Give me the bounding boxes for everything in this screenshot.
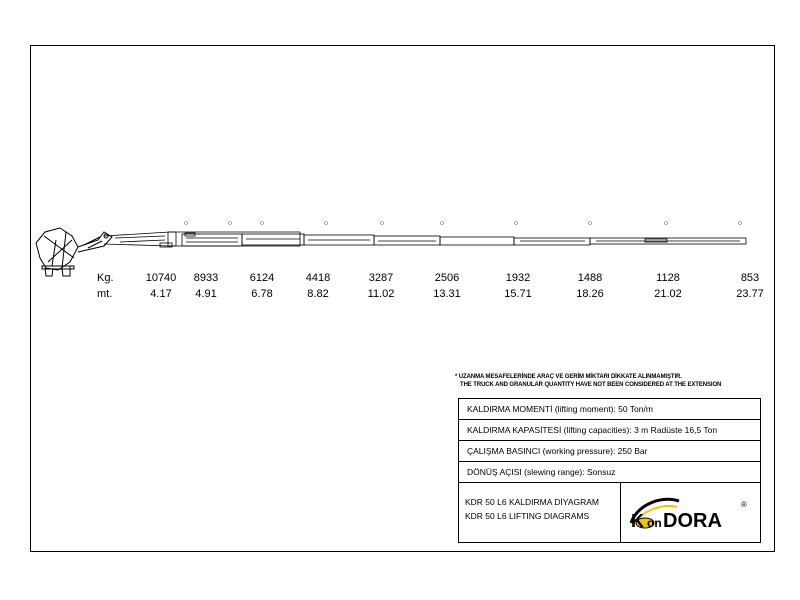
spec-working-pressure: ÇALIŞMA BASINCI (working pressure): 250 Bar bbox=[459, 441, 760, 462]
note-line-tr: * UZANMA MESAFELERİNDE ARAÇ VE GERİM MİKTARI DİKKATE ALINMAMIŞTIR. bbox=[455, 374, 682, 380]
mt-value: 4.17 bbox=[150, 288, 172, 300]
position-markers bbox=[185, 222, 742, 225]
mt-value: 8.82 bbox=[307, 288, 329, 300]
mt-value: 13.31 bbox=[433, 288, 461, 300]
boom-sections bbox=[104, 232, 746, 247]
kg-value: 10740 bbox=[145, 272, 177, 284]
kg-value: 3287 bbox=[368, 272, 394, 284]
title-line-tr: KDR 50 L6 KALDIRMA DİYAGRAM bbox=[465, 497, 599, 507]
mt-value: 6.78 bbox=[251, 288, 273, 300]
mt-value: 21.02 bbox=[654, 288, 682, 300]
spec-lifting-moment: KALDIRMA MOMENTİ (lifting moment): 50 Ton/m bbox=[459, 399, 760, 420]
kg-value: 4418 bbox=[305, 272, 331, 284]
kondora-logo bbox=[621, 483, 760, 542]
svg-text:K: K bbox=[631, 511, 644, 531]
kg-value: 853 bbox=[740, 272, 760, 284]
kg-value: 2506 bbox=[434, 272, 460, 284]
spec-lifting-capacity: KALDIRMA KAPASİTESİ (lifting capacities): 3 m Radüste 16,5 Ton bbox=[459, 420, 760, 441]
kg-row-label: Kg. bbox=[97, 272, 114, 284]
mt-value: 18.26 bbox=[576, 288, 604, 300]
svg-text:DORA: DORA bbox=[663, 510, 722, 532]
mt-row-label: mt. bbox=[97, 288, 113, 300]
registered-mark: ® bbox=[741, 500, 747, 509]
svg-text:on: on bbox=[647, 516, 662, 530]
kg-value: 6124 bbox=[249, 272, 275, 284]
kg-value: 1128 bbox=[656, 272, 680, 284]
note-line-en: THE TRUCK AND GRANULAR QUANTITY HAVE NOT BEEN CONSIDERED AT THE EXTENSION bbox=[460, 382, 722, 388]
spec-slewing-range: DÖNÜŞ AÇISI (slewing range): Sonsuz bbox=[459, 462, 760, 483]
title-line-en: KDR 50 L6 LIFTING DIAGRAMS bbox=[465, 511, 590, 521]
kg-value: 1932 bbox=[505, 272, 531, 284]
mt-value: 4.91 bbox=[195, 288, 217, 300]
spec-table bbox=[458, 398, 761, 543]
logo-graphic bbox=[621, 483, 760, 542]
mt-value: 23.77 bbox=[736, 288, 764, 300]
mt-value: 15.71 bbox=[504, 288, 532, 300]
title-block bbox=[459, 483, 621, 542]
mt-value: 11.02 bbox=[367, 288, 395, 300]
kg-value: 8933 bbox=[193, 272, 219, 284]
kg-value: 1488 bbox=[577, 272, 603, 284]
crane-base bbox=[36, 228, 112, 276]
